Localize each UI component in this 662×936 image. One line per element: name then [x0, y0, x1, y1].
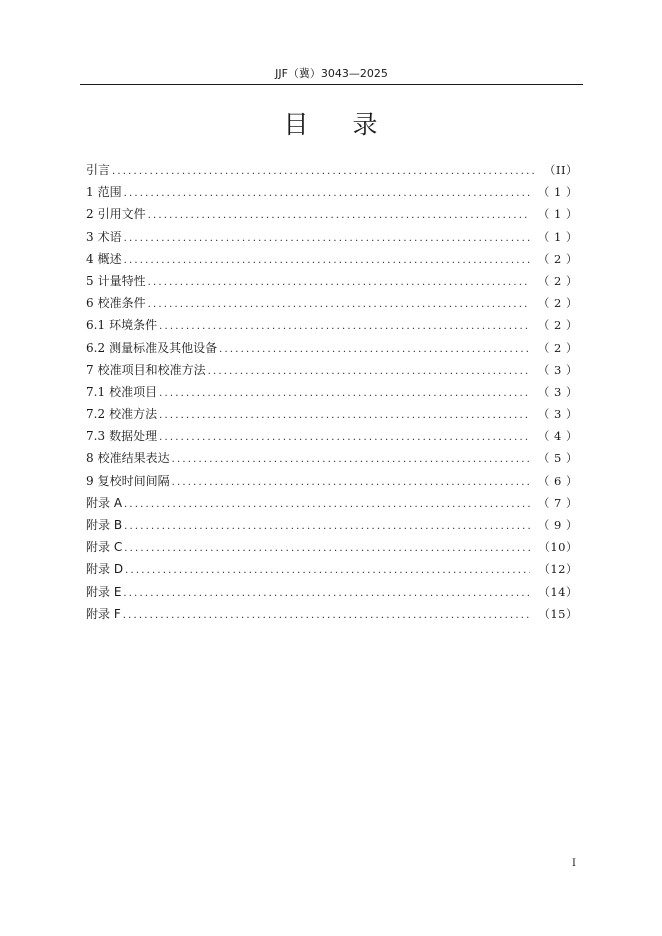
toc-entry[interactable] [86, 314, 578, 336]
toc-entry-number: 3 [86, 229, 94, 244]
toc-entry[interactable] [86, 248, 578, 270]
toc-entry[interactable] [86, 181, 578, 203]
toc-entry[interactable] [86, 292, 578, 314]
toc-entry-label [86, 425, 157, 447]
toc-entry-number: 6.1 [86, 318, 106, 333]
toc-entry[interactable] [86, 159, 578, 181]
toc-entry[interactable] [86, 270, 578, 292]
toc-entry-page: （ 7 ） [537, 495, 578, 510]
toc-dot-leader [159, 405, 530, 427]
toc-entry[interactable] [86, 381, 578, 403]
toc-entry[interactable] [86, 337, 578, 359]
toc-entry-page: （ 2 ） [537, 251, 578, 266]
toc-dot-leader [123, 583, 530, 605]
toc-entry-number: 9 [86, 473, 94, 488]
toc-entry-page: （ 3 ） [537, 384, 578, 399]
toc-dot-leader [112, 161, 536, 183]
toc-entry-label [86, 181, 122, 203]
toc-entry-number: 8 [86, 451, 94, 466]
toc-entry-label [86, 292, 146, 314]
table-of-contents [86, 159, 578, 625]
toc-entry[interactable] [86, 359, 578, 381]
toc-entry-number: 7 [86, 362, 94, 377]
toc-entry[interactable] [86, 514, 578, 536]
toc-dot-leader [124, 494, 530, 516]
page-title [80, 108, 583, 142]
toc-dot-leader [172, 449, 530, 471]
toc-entry-text: 校准项目和校准方法 [97, 362, 206, 377]
toc-entry-page: （ 2 ） [537, 273, 578, 288]
toc-dot-leader [124, 516, 530, 538]
toc-entry-text: 概述 [97, 251, 122, 266]
toc-entry-label [86, 314, 157, 336]
toc-entry-page: （ 3 ） [537, 362, 578, 377]
toc-entry-page: （ 2 ） [537, 296, 578, 311]
toc-entry-page: （ 1 ） [537, 185, 578, 200]
toc-entry[interactable] [86, 558, 578, 580]
toc-entry-text: 校准条件 [97, 296, 146, 311]
toc-dot-leader [159, 316, 530, 338]
toc-entry[interactable] [86, 603, 578, 625]
toc-entry-text: 环境条件 [109, 318, 158, 333]
toc-entry-label [86, 470, 170, 492]
toc-entry-label [86, 226, 122, 248]
toc-entry-label [86, 159, 110, 181]
toc-entry[interactable] [86, 447, 578, 469]
toc-entry-label [86, 603, 121, 625]
title-char-1: 目 [283, 110, 311, 139]
toc-entry-label [86, 492, 122, 514]
toc-entry-text: 校准项目 [109, 384, 158, 399]
toc-entry-label [86, 447, 170, 469]
standard-code: JJF（冀）3043—2025 [275, 67, 388, 80]
toc-dot-leader [125, 560, 530, 582]
toc-dot-leader [148, 205, 530, 227]
toc-dot-leader [124, 228, 530, 250]
toc-entry-page: （ 3 ） [537, 407, 578, 422]
toc-entry[interactable] [86, 470, 578, 492]
toc-entry-text: 附录 B [86, 518, 123, 532]
toc-entry-label [86, 203, 146, 225]
page-number: I [572, 858, 576, 869]
toc-entry-label [86, 248, 122, 270]
toc-entry-text: 校准结果表达 [97, 451, 170, 466]
toc-entry-label [86, 270, 146, 292]
toc-entry-text: 引言 [86, 163, 111, 177]
toc-entry-number: 6 [86, 296, 94, 311]
toc-entry[interactable] [86, 203, 578, 225]
toc-entry-label [86, 403, 157, 425]
toc-entry-number: 7.3 [86, 429, 106, 444]
toc-dot-leader [219, 339, 530, 361]
toc-entry-text: 附录 E [86, 584, 122, 599]
toc-entry-label [86, 581, 121, 603]
toc-dot-leader [148, 272, 530, 294]
toc-dot-leader [159, 383, 530, 405]
toc-entry-page: （ 1 ） [537, 207, 578, 222]
toc-entry-page: （15） [538, 606, 578, 621]
toc-entry-label [86, 381, 157, 403]
toc-entry-number: 5 [86, 273, 94, 288]
toc-entry-page: （ 9 ） [537, 518, 578, 532]
title-char-2: 录 [352, 110, 380, 139]
toc-entry-label [86, 359, 206, 381]
toc-entry[interactable] [86, 425, 578, 447]
toc-entry-text: 范围 [97, 185, 122, 200]
toc-entry-page: （10） [538, 540, 578, 555]
toc-entry-text: 术语 [97, 229, 122, 244]
toc-dot-leader [124, 183, 530, 205]
toc-entry-text: 复校时间间隔 [97, 473, 170, 488]
toc-entry-page: （14） [538, 584, 578, 599]
document-header [80, 66, 583, 85]
toc-entry-label [86, 337, 217, 359]
toc-entry[interactable] [86, 536, 578, 558]
toc-entry-page: （ 6 ） [537, 473, 578, 488]
toc-entry-label [86, 514, 122, 536]
toc-entry-page: （II） [543, 163, 578, 177]
toc-entry-page: （ 2 ） [537, 318, 578, 333]
toc-entry-page: （12） [538, 562, 578, 577]
toc-entry-text: 附录 F [86, 606, 121, 621]
toc-entry-text: 附录 C [86, 540, 123, 555]
toc-entry-page: （ 4 ） [537, 429, 578, 444]
toc-entry-text: 附录 A [86, 495, 123, 510]
toc-dot-leader [159, 427, 530, 449]
toc-dot-leader [148, 294, 530, 316]
toc-entry-page: （ 5 ） [537, 451, 578, 466]
toc-entry-text: 附录 D [86, 562, 124, 577]
toc-entry-page: （ 1 ） [537, 229, 578, 244]
toc-dot-leader [123, 605, 531, 627]
toc-dot-leader [208, 361, 530, 383]
toc-entry-number: 2 [86, 207, 94, 222]
toc-entry[interactable] [86, 226, 578, 248]
toc-entry-text: 引用文件 [97, 207, 146, 222]
toc-entry-label [86, 558, 123, 580]
toc-entry-number: 1 [86, 185, 94, 200]
toc-dot-leader [172, 472, 530, 494]
toc-entry-label [86, 536, 122, 558]
toc-entry-number: 7.1 [86, 384, 106, 399]
toc-entry-page: （ 2 ） [537, 340, 578, 355]
toc-entry-text: 校准方法 [109, 407, 158, 422]
toc-dot-leader [124, 250, 530, 272]
toc-entry[interactable] [86, 492, 578, 514]
toc-entry-number: 7.2 [86, 407, 106, 422]
toc-entry[interactable] [86, 403, 578, 425]
toc-entry-number: 4 [86, 251, 94, 266]
toc-entry-number: 6.2 [86, 340, 106, 355]
toc-entry-text: 数据处理 [109, 429, 158, 444]
toc-entry-text: 计量特性 [97, 273, 146, 288]
toc-entry[interactable] [86, 581, 578, 603]
toc-entry-text: 测量标准及其他设备 [109, 340, 218, 355]
toc-dot-leader [124, 538, 530, 560]
